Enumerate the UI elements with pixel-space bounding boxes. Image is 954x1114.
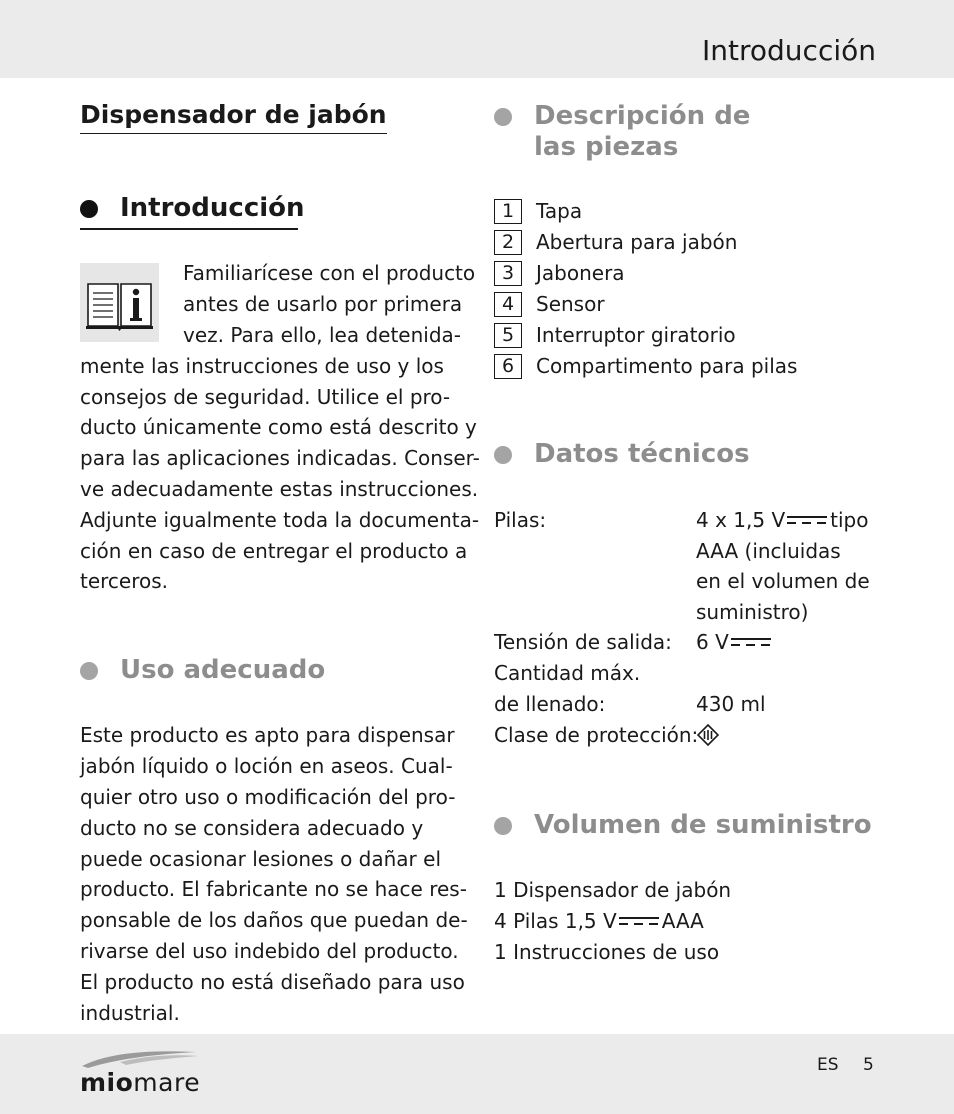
spec-value-pilas-type: tipo [830,508,869,532]
spec-value-tension [696,627,774,658]
supply-item [494,906,704,937]
spec-value-pilas-line: AAA (incluidas [696,539,841,563]
book-info-icon [80,263,159,342]
page-number: 5 [863,1055,874,1075]
intro-text-line: vez. Para ello, lea detenida- [183,323,461,347]
bullet-icon [80,662,98,680]
intro-text-line: antes de usarlo por primera [183,292,463,316]
brand-logo-text [80,1068,200,1097]
part-number: 2 [494,230,522,255]
spec-value-pilas [696,505,868,536]
supply-item: 1 Dispensador de jabón [494,878,732,902]
part-label: Sensor [536,292,605,316]
datos-heading-text: Datos técnicos [534,439,750,469]
intro-text-line: ducto únicamente como está descrito y [80,415,477,439]
part-label: Abertura para jabón [536,230,738,254]
spec-label-clase: Clase de protección: [494,723,699,747]
part-label: Interruptor giratorio [536,323,736,347]
spec-label-tension: Tensión de salida: [494,630,672,654]
spec-value-pilas-line: en el volumen de [696,569,870,593]
uso-text-line: rivarse del uso indebido del producto. [80,939,459,963]
uso-text-line: jabón líquido o loción en aseos. Cual- [80,754,453,778]
spec-value-cantidad: 430 ml [696,692,766,716]
intro-heading-text: Introducción [120,193,305,223]
document-title: Dispensador de jabón [80,100,387,134]
uso-text-line: Este producto es apto para dispensar [80,723,455,747]
bullet-icon [80,200,98,218]
intro-text-line: Familiarícese con el producto [183,261,476,285]
spec-label-pilas: Pilas: [494,508,547,532]
uso-text-line: producto. El fabricante no se hace res- [80,877,467,901]
protection-class-iii-icon [697,724,719,746]
dc-voltage-symbol [787,514,827,526]
dc-voltage-symbol [619,915,659,927]
part-number: 4 [494,292,522,317]
spec-label-cantidad: de llenado: [494,692,606,716]
spec-value-pilas-line: suministro) [696,600,809,624]
supply-item: 1 Instrucciones de uso [494,940,720,964]
bullet-icon [494,446,512,464]
part-number: 1 [494,199,522,224]
intro-underline [80,228,298,230]
supply-item-text: AAA [661,909,704,933]
language-code: ES [817,1055,839,1075]
spec-value-tension-text: 6 V [696,630,729,654]
spec-value-pilas-voltage: 4 x 1,5 V [696,508,786,532]
intro-text-line: Adjunte igualmente toda la documenta- [80,508,480,532]
uso-text-line: El producto no está diseñado para uso [80,970,465,994]
descripcion-heading-text: las piezas [534,132,679,162]
uso-text-line: industrial. [80,1001,180,1025]
intro-text-line: ción en caso de entregar el producto a [80,539,468,563]
intro-text-line: para las aplicaciones indicadas. Conser- [80,446,480,470]
intro-text-line: mente las instrucciones de uso y los [80,354,444,378]
descripcion-heading-text: Descripción de [534,101,751,131]
brand-logo-light: mare [133,1068,201,1097]
part-label: Compartimento para pilas [536,354,798,378]
intro-text-line: ve adecuadamente estas instrucciones. [80,477,479,501]
part-number: 5 [494,323,522,348]
part-label: Tapa [536,199,583,223]
supply-item-text: 4 Pilas 1,5 V [494,909,617,933]
brand-logo-bold: mio [80,1068,134,1097]
part-number: 6 [494,354,522,379]
intro-text-line: terceros. [80,569,169,593]
uso-text-line: puede ocasionar lesiones o dañar el [80,847,441,871]
bullet-icon [494,108,512,126]
part-label: Jabonera [536,261,625,285]
spec-label-cantidad: Cantidad máx. [494,661,641,685]
uso-heading-text: Uso adecuado [120,655,326,685]
dc-voltage-symbol [731,636,771,648]
uso-text-line: ponsable de los daños que puedan de- [80,908,468,932]
part-number: 3 [494,261,522,286]
volumen-heading-text: Volumen de suministro [534,810,872,840]
uso-text-line: quier otro uso o modificación del pro- [80,785,456,809]
intro-text-line: consejos de seguridad. Utilice el pro- [80,385,451,409]
bullet-icon [494,817,512,835]
uso-text-line: ducto no se considera adecuado y [80,816,424,840]
page-header-title: Introducción [702,34,876,67]
